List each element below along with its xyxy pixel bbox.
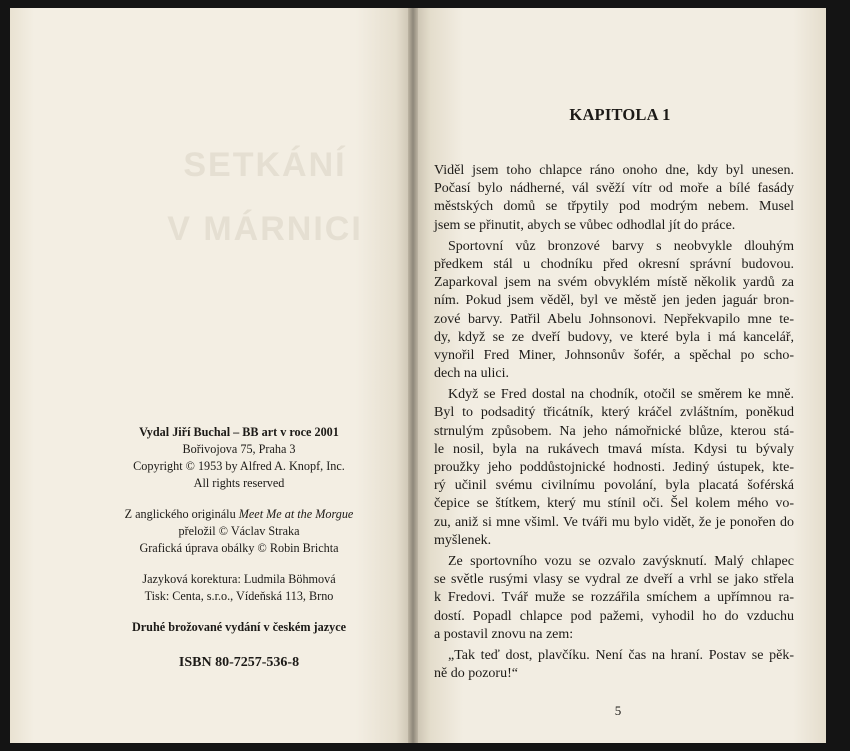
- text-line: strnulým způsobem. Na jeho námořnické blůze, kterou stá-: [434, 423, 794, 439]
- show-through-line: SETKÁNÍ: [183, 146, 347, 184]
- text-line: ním. Pokud jsem věděl, byl ve městě jen jeden jaguár bron-: [434, 293, 794, 309]
- text-line: zové barvy. Patřil Abelu Johnsonovi. Nepřekvapilo mne te-: [434, 311, 794, 327]
- book-spine: [408, 8, 418, 743]
- edition-line: Druhé brožované vydání v českém jazyce: [131, 620, 347, 634]
- text-line: ně do pozoru!“: [434, 666, 518, 682]
- text-line: „Tak teď dost, plavčíku. Není čas na hraní. Postav se pěk-: [448, 647, 794, 663]
- text-line: Zaparkoval jsem na svém obvyklém místě několik yardů za: [434, 275, 794, 291]
- text-line: jsem se přinutit, abych se vůbec odhodlal jít do práce.: [434, 217, 736, 233]
- colophon: [118, 424, 360, 671]
- address-line: Bořivojova 75, Praha 3: [182, 442, 296, 456]
- text-line-wrapped: zu, aniž si mne všiml. Ve tváři mu bylo vidět, že je ponořen do myšlenek.: [434, 514, 794, 548]
- text-line: předkem stál u chodníku před okresní správní budovou.: [434, 256, 794, 272]
- original-title-line: [118, 506, 360, 523]
- text-line: Když se Fred dostal na chodník, otočil se směrem ke mně.: [448, 387, 794, 403]
- chapter-title: KAPITOLA 1: [569, 105, 671, 124]
- page-number: 5: [614, 703, 622, 718]
- text-line: dostí. Popadl chlapce pod pažemi, vyhodil ho do vzduchu: [434, 608, 794, 624]
- text-line: vynořil Fred Miner, Johnsonův šofér, a spěchal po scho-: [434, 347, 794, 363]
- text-line: dy, když se ze dveří budovy, ve které byla i má kancelář,: [434, 329, 794, 345]
- text-line: proužky jeho poddůstojnické hodnosti. Jediný ústupek, kte-: [434, 460, 794, 475]
- text-line: rý učinil svému civilnímu povolání, byla placatá šoférská: [434, 478, 794, 494]
- copyright-line: Copyright © 1953 by Alfred A. Knopf, Inc.: [133, 459, 345, 473]
- cover-design-line: Grafická úprava obálky © Robin Brichta: [139, 541, 339, 555]
- rights-line: All rights reserved: [193, 476, 285, 490]
- text-line: se světle rusými vlasy se vydral ze dveří a vrhl se jako střela: [434, 572, 794, 588]
- text-line: čepice se štítkem, který mu stínil oči. Šel kolem mého vo-: [434, 496, 794, 512]
- proofreading-line: Jazyková korektura: Ludmila Böhmová: [142, 572, 336, 586]
- original-title: Meet Me at the Morgue: [238, 507, 354, 521]
- text-line: dech na ulici.: [434, 366, 510, 382]
- text-line: Počasí bylo nádherné, vál svěží vítr od moře a bílé fasády: [434, 181, 794, 197]
- text-line: Sportovní vůz bronzové barvy s neobvykle dlouhým: [448, 238, 794, 254]
- text-line: a postavil znovu na zem:: [434, 626, 574, 642]
- text-line: Byl to podsaditý třicátník, který kráčel zvláštním, poněkud: [434, 405, 794, 421]
- text-line: Viděl jsem toho chlapce ráno onoho dne, kdy byl unesen.: [434, 163, 794, 178]
- text-line: Ze sportovního vozu se ozvalo zavýsknutí. Malý chlapec: [448, 553, 794, 569]
- original-prefix: Z anglického originálu: [124, 507, 239, 521]
- show-through-title: [130, 148, 400, 276]
- text-line: městských domů se třpytily pod modrým nebem. Musel: [434, 199, 794, 215]
- chapter-body: [434, 162, 794, 683]
- publisher-line: Vydal Jiří Buchal – BB art v roce 2001: [139, 425, 339, 439]
- isbn: ISBN 80-7257-536-8: [178, 655, 300, 670]
- text-line: le nosil, byla na rukávech tmavá místa. Kdysi tu bývaly: [434, 441, 794, 457]
- show-through-line: V MÁRNICI: [167, 210, 363, 248]
- printing-line: Tisk: Centa, s.r.o., Vídeňská 113, Brno: [144, 589, 334, 603]
- translator-line: přeložil © Václav Straka: [178, 524, 300, 538]
- text-line: k Fredovi. Tvář muže se rozzářila smíchem a upřímnou ra-: [434, 590, 794, 606]
